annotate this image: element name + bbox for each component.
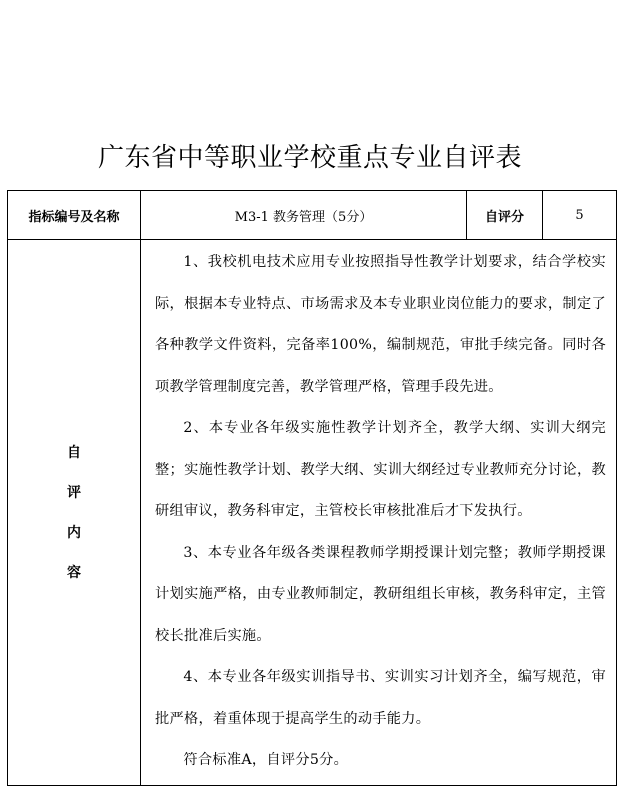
section-label-char: 内: [67, 524, 81, 541]
page-title: 广东省中等职业学校重点专业自评表: [97, 143, 522, 173]
content-paragraph: 3、本专业各年级各类课程教师学期授课计划完整；教师学期授课计划实施严格，由专业教师制定，教研组组长审核，教务科审定，主管校长批准后实施。: [155, 544, 606, 644]
indicator-label: 指标编号及名称: [8, 191, 141, 240]
section-label: [8, 240, 141, 786]
indicator-value: M3-1 教务管理（5分）: [141, 191, 467, 240]
score-label: 自评分: [467, 191, 543, 240]
header-row: [8, 191, 617, 240]
content-paragraph: 1、我校机电技术应用专业按照指导性教学计划要求，结合学校实际，根据本专业特点、市场需求及本专业职业岗位能力的要求，制定了各种教学文件资料，完备率100%，编制规范，审批手续完备。同时各项教学管理制度完善，教学管理严格，管理手段先进。: [155, 254, 606, 395]
evaluation-content: [141, 240, 617, 786]
section-label-char: 评: [67, 484, 81, 501]
evaluation-table: [7, 190, 617, 786]
section-label-char: 容: [67, 564, 81, 581]
content-row: [8, 240, 617, 786]
section-label-char: 自: [67, 444, 81, 461]
content-paragraph: 4、本专业各年级实训指导书、实训实习计划齐全，编写规范，审批严格，着重体现于提高学生的动手能力。: [155, 669, 606, 727]
content-paragraph: 符合标准A，自评分5分。: [183, 752, 349, 768]
score-value: 5: [543, 191, 617, 240]
content-paragraph: 2、本专业各年级实施性教学计划齐全，教学大纲、实训大纲完整；实施性教学计划、教学大纲、实训大纲经过专业教师充分讨论，教研组审议，教务科审定，主管校长审核批准后才下发执行。: [155, 420, 606, 519]
